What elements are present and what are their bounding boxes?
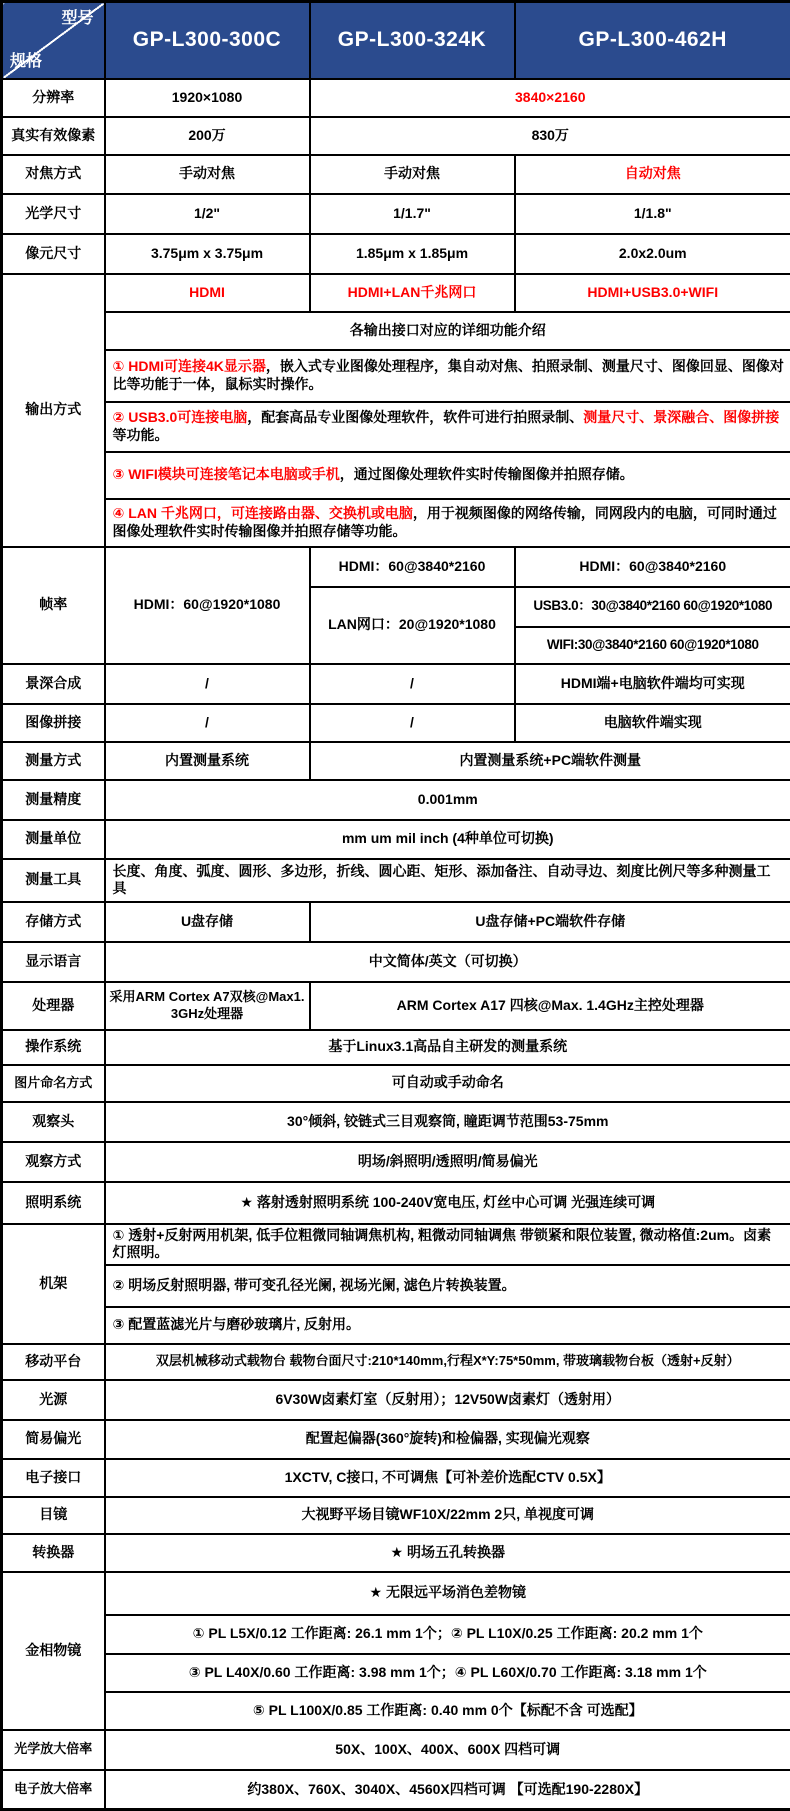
depth-fusion-300c: / [105,664,310,704]
measure-method-label: 测量方式 [2,742,105,780]
pixel-size-label: 像元尺寸 [2,234,105,274]
stitching-300c: / [105,704,310,742]
output-note2: ② USB3.0可连接电脑，配套高品专业图像处理软件，软件可进行拍照录制、测量尺寸、景深融合、图像拼接等功能。 [105,402,790,452]
focus-300c: 手动对焦 [105,155,310,194]
output-note3-highlight: ③ WIFI模块可连接笔记本电脑或手机 [113,466,340,482]
objectives-row3: ⑤ PL L100X/0.85 工作距离: 0.40 mm 0个【标配不含 可选配】 [105,1692,790,1730]
measure-precision-label: 测量精度 [2,780,105,820]
head-label: 观察头 [2,1102,105,1142]
optical-size-324k: 1/1.7" [310,194,515,234]
observe-mode-label: 观察方式 [2,1142,105,1182]
row-output-interfaces [2,274,790,312]
language-label: 显示语言 [2,942,105,982]
digital-mag-label: 电子放大倍率 [2,1770,105,1810]
illumination-value: ★ 落射透射照明系统 100-240V宽电压, 灯丝中心可调 光强连续可调 [105,1182,790,1224]
naming-value: 可自动或手动命名 [105,1065,790,1102]
row-os [2,1030,790,1065]
frame-note2: ② 明场反射照明器, 带可变孔径光阑, 视场光阑, 滤色片转换装置。 [105,1265,790,1307]
measure-tools-value: 长度、角度、弧度、圆形、多边形，折线、圆心距、矩形、添加备注、自动寻边、刻度比例尺等多种测量工具 [105,859,790,902]
framerate-462h-usb: USB3.0：30@3840*2160 60@1920*1080 [515,587,790,627]
corner-spec-label: 规格 [3,52,42,77]
naming-label: 图片命名方式 [2,1065,105,1102]
framerate-462h-hdmi: HDMI：60@3840*2160 [515,547,790,587]
output-note4: ④ LAN 千兆网口，可连接路由器、交换机或电脑，用于视频图像的网络传输，同网段内的电脑，可同时通过图像处理软件实时传输图像并拍照存储等功能。 [105,499,790,547]
pixel-size-324k: 1.85μm x 1.85μm [310,234,515,274]
effective-pixels-label: 真实有效像素 [2,117,105,155]
depth-fusion-462h: HDMI端+电脑软件端均可实现 [515,664,790,704]
measure-precision-value: 0.001mm [105,780,790,820]
row-output-note4 [2,499,790,547]
row-polarizer [2,1420,790,1459]
eyepiece-value: 大视野平场目镜WF10X/22mm 2只, 单视度可调 [105,1497,790,1534]
optical-size-462h: 1/1.8" [515,194,790,234]
row-observe-mode [2,1142,790,1182]
objectives-label: 金相物镜 [2,1572,105,1730]
row-language [2,942,790,982]
row-output-note3 [2,452,790,499]
row-frame-1 [2,1224,790,1265]
processor-324k-462h: ARM Cortex A17 四核@Max. 1.4GHz主控处理器 [310,982,790,1030]
output-interface-462h: HDMI+USB3.0+WIFI [515,274,790,312]
row-framerate-1 [2,547,790,587]
output-note2-highlight1: ② USB3.0可连接电脑 [113,409,248,425]
illumination-label: 照明系统 [2,1182,105,1224]
storage-324k-462h: U盘存储+PC端软件存储 [310,902,790,942]
stage-value: 双层机械移动式载物台 载物台面尺寸:210*140mm,行程X*Y:75*50mm, 带玻璃载物台板（透射+反射） [105,1344,790,1380]
processor-label: 处理器 [2,982,105,1030]
optical-size-300c: 1/2" [105,194,310,234]
row-objectives-3 [2,1692,790,1730]
output-note4-highlight: ④ LAN 千兆网口，可连接路由器、交换机或电脑 [113,505,413,521]
model-header-324k: GP-L300-324K [310,2,515,79]
row-objectives-1 [2,1615,790,1654]
frame-label: 机架 [2,1224,105,1344]
row-objectives-0 [2,1572,790,1615]
row-frame-2 [2,1265,790,1307]
focus-462h: 自动对焦 [515,155,790,194]
processor-300c: 采用ARM Cortex A7双核@Max1.3GHz处理器 [105,982,310,1030]
framerate-label: 帧率 [2,547,105,664]
converter-label: 转换器 [2,1534,105,1572]
corner-model-label: 型号 [61,4,103,29]
stitching-324k: / [310,704,515,742]
row-depth-fusion [2,664,790,704]
polarizer-label: 简易偏光 [2,1420,105,1459]
row-port [2,1459,790,1497]
light-source-value: 6V30W卤素灯室（反射用）；12V50W卤素灯（透射用） [105,1380,790,1420]
output-note3: ③ WIFI模块可连接笔记本电脑或手机，通过图像处理软件实时传输图像并拍照存储。 [105,452,790,499]
measure-method-300c: 内置测量系统 [105,742,310,780]
port-label: 电子接口 [2,1459,105,1497]
measure-method-324k-462h: 内置测量系统+PC端软件测量 [310,742,790,780]
effective-pixels-300c: 200万 [105,117,310,155]
frame-note3: ③ 配置蓝滤光片与磨砂玻璃片, 反射用。 [105,1307,790,1344]
row-resolution [2,79,790,117]
measure-unit-label: 测量单位 [2,820,105,859]
output-note1: ① HDMI可连接4K显示器，嵌入式专业图像处理程序，集自动对焦、拍照录制、测量尺寸、图像回显、图像对比等功能于一体，鼠标实时操作。 [105,350,790,402]
frame-note1: ① 透射+反射两用机架, 低手位粗微同轴调焦机构, 粗微动同轴调焦 带锁紧和限位装置, 微动格值:2um。卤素灯照明。 [105,1224,790,1265]
output-interface-324k: HDMI+LAN千兆网口 [310,274,515,312]
optical-mag-value: 50X、100X、400X、600X 四档可调 [105,1730,790,1770]
stage-label: 移动平台 [2,1344,105,1380]
framerate-462h-wifi: WIFI:30@3840*2160 60@1920*1080 [515,627,790,664]
row-optical-mag [2,1730,790,1770]
header-row [2,2,790,79]
converter-value: ★ 明场五孔转换器 [105,1534,790,1572]
row-effective-pixels [2,117,790,155]
storage-label: 存储方式 [2,902,105,942]
row-frame-3 [2,1307,790,1344]
effective-pixels-324k-462h: 830万 [310,117,790,155]
objectives-row1: ① PL L5X/0.12 工作距离: 26.1 mm 1个；② PL L10X/0.25 工作距离: 20.2 mm 1个 [105,1615,790,1654]
row-stitching [2,704,790,742]
row-measure-precision [2,780,790,820]
row-optical-size [2,194,790,234]
head-value: 30°倾斜, 铰链式三目观察筒, 瞳距调节范围53-75mm [105,1102,790,1142]
os-value: 基于Linux3.1高品自主研发的测量系统 [105,1030,790,1065]
framerate-300c: HDMI：60@1920*1080 [105,547,310,664]
framerate-324k-hdmi: HDMI：60@3840*2160 [310,547,515,587]
corner-cell [2,2,105,79]
optical-size-label: 光学尺寸 [2,194,105,234]
objectives-row2: ③ PL L40X/0.60 工作距离: 3.98 mm 1个；④ PL L60X/0.70 工作距离: 3.18 mm 1个 [105,1654,790,1692]
row-focus [2,155,790,194]
os-label: 操作系统 [2,1030,105,1065]
row-objectives-2 [2,1654,790,1692]
light-source-label: 光源 [2,1380,105,1420]
language-value: 中文简体/英文（可切换） [105,942,790,982]
model-header-462h: GP-L300-462H [515,2,790,79]
eyepiece-label: 目镜 [2,1497,105,1534]
row-measure-tools [2,859,790,902]
resolution-300c: 1920×1080 [105,79,310,117]
output-label: 输出方式 [2,274,105,547]
focus-label: 对焦方式 [2,155,105,194]
measure-tools-label: 测量工具 [2,859,105,902]
stitching-462h: 电脑软件端实现 [515,704,790,742]
row-digital-mag [2,1770,790,1810]
resolution-324k-462h: 3840×2160 [310,79,790,117]
row-eyepiece [2,1497,790,1534]
row-head [2,1102,790,1142]
pixel-size-462h: 2.0x2.0um [515,234,790,274]
output-interface-300c: HDMI [105,274,310,312]
row-processor [2,982,790,1030]
digital-mag-value: 约380X、760X、3040X、4560X四档可调 【可选配190-2280X】 [105,1770,790,1810]
row-output-intro [2,312,790,350]
row-pixel-size [2,234,790,274]
storage-300c: U盘存储 [105,902,310,942]
depth-fusion-324k: / [310,664,515,704]
row-stage [2,1344,790,1380]
pixel-size-300c: 3.75μm x 3.75μm [105,234,310,274]
row-light-source [2,1380,790,1420]
framerate-324k-lan: LAN网口：20@1920*1080 [310,587,515,664]
focus-324k: 手动对焦 [310,155,515,194]
row-naming [2,1065,790,1102]
observe-mode-value: 明场/斜照明/透照明/简易偏光 [105,1142,790,1182]
measure-unit-value: mm um mil inch (4种单位可切换) [105,820,790,859]
stitching-label: 图像拼接 [2,704,105,742]
port-value: 1XCTV, C接口, 不可调焦【可补差价选配CTV 0.5X】 [105,1459,790,1497]
optical-mag-label: 光学放大倍率 [2,1730,105,1770]
row-measure-method [2,742,790,780]
output-note2-highlight2: 测量尺寸、景深融合、图像拼接 [583,409,779,425]
resolution-label: 分辨率 [2,79,105,117]
row-storage [2,902,790,942]
depth-fusion-label: 景深合成 [2,664,105,704]
row-output-note1 [2,350,790,402]
row-illumination [2,1182,790,1224]
polarizer-value: 配置起偏器(360°旋转)和检偏器, 实现偏光观察 [105,1420,790,1459]
objectives-row0: ★ 无限远平场消色差物镜 [105,1572,790,1615]
model-header-300c: GP-L300-300C [105,2,310,79]
row-converter [2,1534,790,1572]
output-note1-highlight: ① HDMI可连接4K显示器 [113,358,266,374]
row-measure-unit [2,820,790,859]
output-intro: 各输出接口对应的详细功能介绍 [105,312,790,350]
row-output-note2 [2,402,790,452]
